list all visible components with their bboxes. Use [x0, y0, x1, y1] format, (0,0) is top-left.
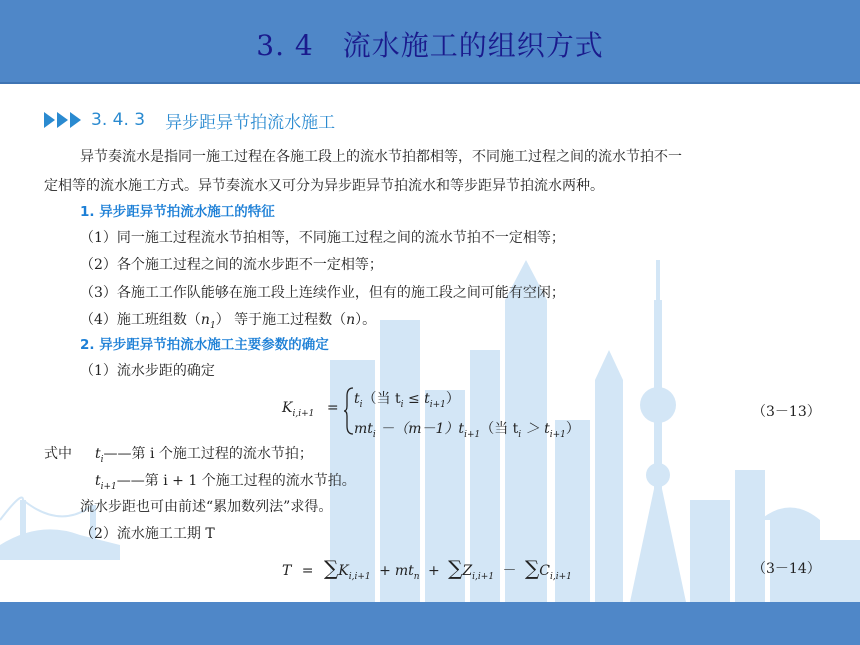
formula-step-case-1: $t_i$（当 $t_i \le t_{i+1}$） — [354, 391, 460, 410]
feature-2: （2）各个施工过程之间的流水步距不一定相等； — [80, 257, 383, 273]
slide-title: 3. 4 流水施工的组织方式 — [256, 29, 604, 62]
chevron-right-icon — [70, 112, 81, 128]
feature-3: （3）各施工工作队能够在施工段上连续作业，但有的施工段之间可能有空闲； — [80, 285, 565, 301]
subheading-duration: （2）流水施工工期 T — [80, 526, 215, 542]
where-label: 式中 — [44, 446, 72, 462]
heading-characteristics: 1. 异步距异节拍流水施工的特征 — [80, 204, 275, 220]
where-def-2: $t_{i+1}——$第 i + 1 个施工过程的流水节拍。 — [95, 473, 356, 492]
section-title: 异步距异节拍流水施工 — [165, 112, 336, 133]
intro-line-2: 定相等的流水施工方式。异节奏流水又可分为异步距异节拍流水和等步距异节拍流水两种。 — [44, 178, 604, 194]
intro-line-1: 异节奏流水是指同一施工过程在各施工段上的流水节拍都相等，不同施工过程之间的流水节拍不一 — [80, 149, 682, 165]
heading-parameters: 2. 异步距异节拍流水施工主要参数的确定 — [80, 337, 329, 353]
note-cumulative: 流水步距也可由前述“累加数列法”求得。 — [80, 499, 333, 515]
subheading-step: （1）流水步距的确定 — [80, 363, 215, 379]
title-bar — [0, 0, 860, 84]
feature-4: （4）施工班组数$(n_1)$ 等于施工过程数（n）。 — [80, 312, 377, 331]
feature-1: （1）同一施工过程流水节拍相等，不同施工过程之间的流水节拍不一定相等； — [80, 230, 565, 246]
formula-duration: $T = \sum K_{i,i+1} + mt_n + \sum Z_{i,i+1} - \sum C_{i,i+1}$ — [282, 556, 572, 582]
chevron-right-icon — [44, 112, 55, 128]
equation-number-3-13: （3－13） — [752, 404, 821, 420]
formula-step-lhs: $K_{i,i+1}$ = — [282, 400, 339, 419]
section-number: 3. 4. 3 — [91, 110, 146, 130]
equation-number-3-14: （3－14） — [752, 561, 821, 577]
section-heading — [44, 108, 335, 132]
formula-step-case-2: $mt_i -(m-1)t_{i+1}$（当 $t_i > t_{i+1}$） — [354, 421, 580, 440]
chevron-right-icon — [57, 112, 68, 128]
where-def-1: $t_i——$第 i 个施工过程的流水节拍； — [95, 446, 313, 465]
footer-bar — [0, 602, 860, 645]
